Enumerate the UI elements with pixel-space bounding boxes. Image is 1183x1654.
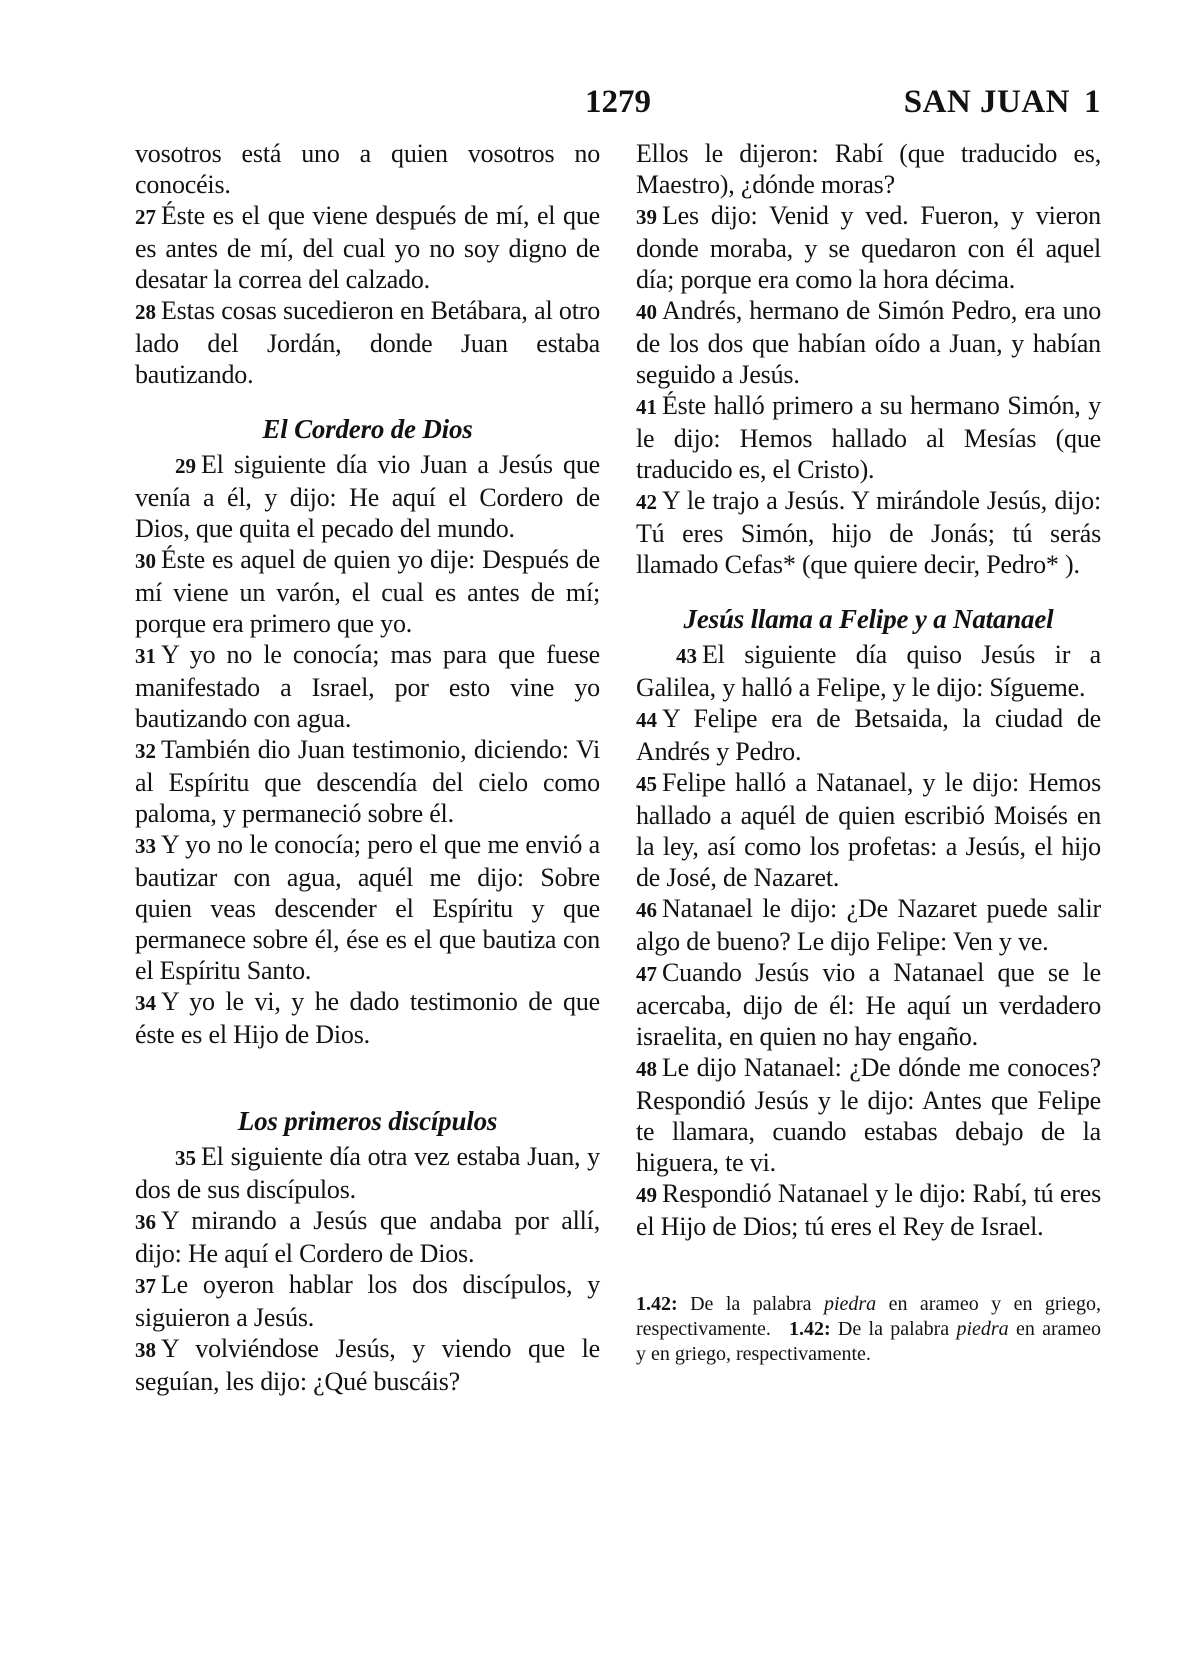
verse-number: 36: [135, 1210, 156, 1234]
verse-number: 43: [676, 644, 697, 668]
verse-text: Y yo no le conocía; mas para que fuese manifestado a Israel, por esto vine yo bautizando con agua.: [135, 640, 600, 733]
verse-text: Y yo le vi, y he dado testimonio de que éste es el Hijo de Dios.: [135, 987, 600, 1049]
verse-47: [636, 957, 1101, 1052]
footnote-ref: 1.42:: [636, 1293, 678, 1315]
verse-31: [135, 639, 600, 734]
footnote-ref: 1.42:: [788, 1318, 831, 1340]
verse-text: Le dijo Natanael: ¿De dónde me conoces? Respondió Jesús y le dijo: Antes que Felipe te llamara, cuando estabas debajo de la higuera, te vi.: [636, 1053, 1101, 1177]
verse-30: [135, 544, 600, 639]
book-title: SAN JUAN: [903, 84, 1070, 120]
verse-text: Felipe halló a Natanael, y le dijo: Hemos hallado a aquél de quien escribió Moisés en la ley, así como los profetas: a Jesús, el hijo de José, de Nazaret.: [636, 768, 1101, 892]
verse-text: Y le trajo a Jesús. Y mirándole Jesús, dijo: Tú eres Simón, hijo de Jonás; tú serás llamado Cefas* (que quiere decir, Pedro* ).: [636, 486, 1101, 579]
verse-text: El siguiente día vio Juan a Jesús que venía a él, y dijo: He aquí el Cordero de Dios, que quita el pecado del mundo.: [135, 450, 600, 543]
verse-number: 41: [636, 395, 657, 419]
verse-number: 32: [135, 739, 156, 763]
chapter-number: 1: [1084, 84, 1101, 120]
verse-29: [135, 449, 600, 544]
verse-36: [135, 1205, 600, 1269]
verse-text: También dio Juan testimonio, diciendo: Vi al Espíritu que descendía del cielo como paloma, y permaneció sobre él.: [135, 735, 600, 828]
verse-42: [636, 485, 1101, 580]
verse-text: Les dijo: Venid y ved. Fueron, y vieron donde moraba, y se quedaron con él aquel día; porque era como la hora décima.: [636, 201, 1101, 294]
verse-number: 34: [135, 991, 156, 1015]
verse-number: 29: [175, 454, 196, 478]
verse-28: [135, 295, 600, 390]
verse-text: Éste es aquel de quien yo dije: Después de mí viene un varón, el cual es antes de mí; porque era primero que yo.: [135, 545, 600, 638]
verse-number: 39: [636, 205, 657, 229]
footnote-block: [636, 1292, 1101, 1367]
footnote-word-italic: piedra: [823, 1293, 877, 1315]
verse-41: [636, 390, 1101, 485]
verse-number: 44: [636, 708, 657, 732]
section-heading-felipe-natanael: Jesús llama a Felipe y a Natanael: [683, 604, 1054, 634]
verse-49: [636, 1178, 1101, 1242]
verse-number: 37: [135, 1274, 156, 1298]
verse-continuation: [636, 138, 1101, 200]
verse-number: 38: [135, 1338, 156, 1362]
verse-number: 30: [135, 549, 156, 573]
footnote-text: De la palabra: [677, 1293, 824, 1315]
column-left: [135, 138, 600, 1397]
verse-number: 40: [636, 300, 657, 324]
verse-text: Estas cosas sucedieron en Betábara, al otro lado del Jordán, donde Juan estaba bautizando.: [135, 296, 600, 389]
footnote-word-italic: piedra: [956, 1318, 1009, 1340]
verse-number: 35: [175, 1146, 196, 1170]
verse-number: 46: [636, 898, 657, 922]
verse-text: Andrés, hermano de Simón Pedro, era uno de los dos que habían oído a Juan, y habían seguido a Jesús.: [636, 296, 1101, 389]
verse-text: Éste halló primero a su hermano Simón, y le dijo: Hemos hallado al Mesías (que traducido es, el Cristo).: [636, 391, 1101, 484]
verse-number: 31: [135, 644, 156, 668]
verse-continuation: [135, 138, 600, 200]
section-heading-cordero: El Cordero de Dios: [262, 414, 473, 444]
verse-45: [636, 767, 1101, 893]
verse-32: [135, 734, 600, 829]
verse-number: 49: [636, 1183, 657, 1207]
verse-33: [135, 829, 600, 986]
verse-text: Y mirando a Jesús que andaba por allí, dijo: He aquí el Cordero de Dios.: [135, 1206, 600, 1268]
verse-number: 47: [636, 962, 657, 986]
page-header: [135, 82, 1101, 130]
verse-44: [636, 703, 1101, 767]
verse-number: 45: [636, 772, 657, 796]
page-number: 1279: [585, 84, 651, 120]
verse-27: [135, 200, 600, 295]
verse-46: [636, 893, 1101, 957]
verse-text: Y volviéndose Jesús, y viendo que le seguían, les dijo: ¿Qué buscáis?: [135, 1334, 600, 1396]
column-right: [636, 138, 1101, 1397]
verse-text: Ellos le dijeron: Rabí (que traducido es, Maestro), ¿dónde moras?: [636, 139, 1101, 199]
verse-text: Le oyeron hablar los dos discípulos, y siguieron a Jesús.: [135, 1270, 600, 1332]
footnote-text: en arameo y en griego, respectivamente.: [636, 1293, 1101, 1340]
verse-text: Y Felipe era de Betsaida, la ciudad de Andrés y Pedro.: [636, 704, 1101, 766]
verse-text: Cuando Jesús vio a Natanael que se le acercaba, dijo de él: He aquí un verdadero israelita, en quien no hay engaño.: [636, 958, 1101, 1051]
verse-text: Respondió Natanael y le dijo: Rabí, tú eres el Hijo de Dios; tú eres el Rey de Israel.: [636, 1179, 1101, 1241]
verse-38: [135, 1333, 600, 1397]
verse-34: [135, 986, 600, 1050]
text-columns: [135, 138, 1101, 1397]
verse-text: El siguiente día quiso Jesús ir a Galilea, y halló a Felipe, y le dijo: Sígueme.: [636, 640, 1101, 702]
verse-number: 42: [636, 490, 657, 514]
verse-40: [636, 295, 1101, 390]
footnote-text: De la palabra: [830, 1318, 957, 1340]
verse-35: [135, 1141, 600, 1205]
section-heading-discipulos: Los primeros discípulos: [237, 1106, 498, 1136]
verse-text: Y yo no le conocía; pero el que me envió a bautizar con agua, aquél me dijo: Sobre quien veas descender el Espíritu y que permanece sobre él, ése es el que bautiza con el Espíritu Santo.: [135, 830, 600, 985]
verse-text: Éste es el que viene después de mí, el que es antes de mí, del cual yo no soy digno de desatar la correa del calzado.: [135, 201, 600, 294]
verse-number: 33: [135, 834, 156, 858]
verse-39: [636, 200, 1101, 295]
page-content: [135, 82, 1101, 1397]
verse-37: [135, 1269, 600, 1333]
verse-number: 28: [135, 300, 156, 324]
verse-text: Natanael le dijo: ¿De Nazaret puede salir algo de bueno? Le dijo Felipe: Ven y ve.: [636, 894, 1101, 956]
verse-number: 27: [135, 205, 156, 229]
footnote-text: en arameo y en griego, respectivamente.: [636, 1318, 1101, 1365]
running-head: [904, 82, 1101, 122]
verse-text: El siguiente día otra vez estaba Juan, y dos de sus discípulos.: [135, 1142, 600, 1204]
verse-48: [636, 1052, 1101, 1178]
verse-text: vosotros está uno a quien vosotros no conocéis.: [135, 139, 600, 199]
verse-number: 48: [636, 1057, 657, 1081]
verse-43: [636, 639, 1101, 703]
